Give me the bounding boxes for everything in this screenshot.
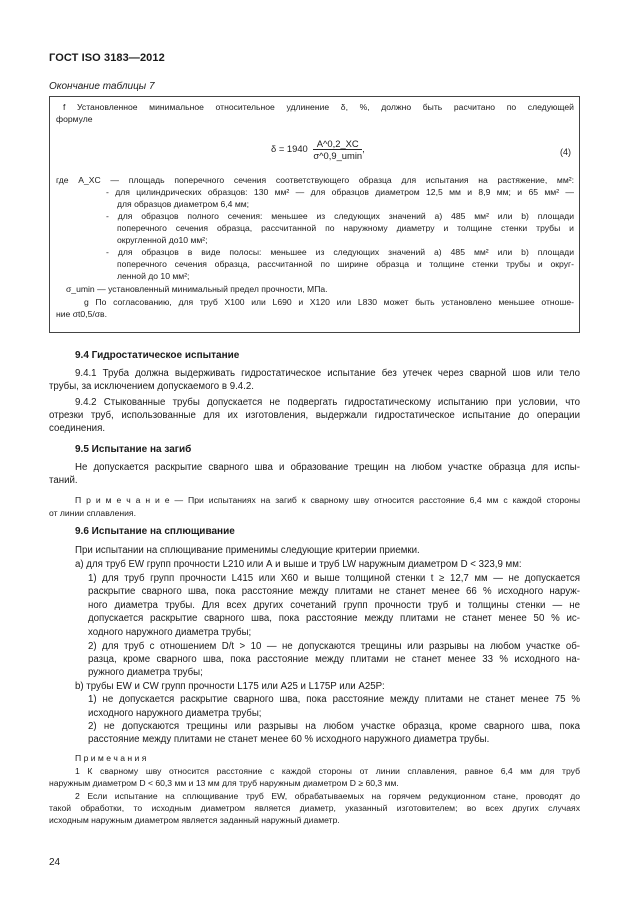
body-line: ружного диаметра трубы; [88, 667, 203, 678]
body-line: 1) для труб групп прочности L415 или Х60 и выше толщиной стенки t ≥ 12,7 мм — не допускается [88, 573, 580, 584]
footnote-line: формуле [56, 114, 93, 124]
body-line: допускается раскрытие сварного шва, пока расстояние между плитами не станет менее 50 % ис- [88, 613, 580, 624]
note-line: 2 Если испытание на сплющивание труб EW, обрабатываемых на горячем редукционном стане, проводят до [75, 791, 580, 801]
standard-title: ГОСТ ISO 3183—2012 [49, 52, 165, 64]
footnote-line: ленной до 10 мм²; [117, 271, 190, 281]
note-line: 1 К сварному шву относится расстояние с каждой стороны от линии сплавления, равное 6,4 мм для труб [75, 766, 580, 776]
footnote-line: f Установленное минимальное относительное удлинение δ, %, должно быть расчитано по следующей [63, 102, 574, 112]
body-line: 9.4.1 Труба должна выдерживать гидростатическое испытание без утечек через сварной шов или тело [75, 368, 580, 379]
page-number: 24 [49, 857, 61, 868]
body-line: 2) для труб с отношением D/t > 10 — не допускаются трещины или разрывы на любом участке об- [88, 641, 580, 652]
body-line: 2) не допускаются трещины или разрывы на любом участке образца, кроме сварного шва, пока [88, 721, 580, 732]
section-heading-9-6: 9.6 Испытание на сплющивание [75, 526, 235, 537]
body-line: При испытании на сплющивание применимы следующие критерии приемки. [75, 545, 420, 556]
formula-lhs: δ = 1940 [271, 142, 308, 154]
body-line: исходного наружного диаметра трубы; [88, 708, 262, 719]
body-line: таний. [49, 475, 78, 486]
note-line: исходным наружным диаметром является заданный наружный диаметр. [49, 815, 340, 825]
footnote-line: поперечного сечения образца, рассчитанной по наружному диаметру и толщине стенки трубы и [117, 223, 574, 233]
body-line: разца, кроме сварного шва, пока расстояние между плитами не станет менее 33 % исходного на- [88, 654, 580, 665]
formula-4 [271, 138, 365, 161]
footnote-line: - для цилиндрических образцов: 130 мм² — для образцов диаметром 12,5 мм и 8,9 мм; и 65 мм² — [106, 187, 574, 197]
footnote-line: поперечного сечения образца, рассчитанной по ширине образца и толщине стенки трубы и округ- [117, 259, 574, 269]
footnote-line: - для образцов полного сечения: меньшее из следующих значений а) 485 мм² или b) площади [106, 211, 574, 221]
footnote-line: g По согласованию, для труб Х100 или L690 и Х120 или L830 может быть установлено меньшее отноше- [84, 297, 574, 307]
footnote-line: σ_umin — установленный минимальный предел прочности, МПа. [66, 284, 328, 294]
body-line: Не допускается раскрытие сварного шва и образование трещин на любом участке образца для испы- [75, 462, 580, 473]
formula-fraction [313, 138, 362, 161]
body-line: a) для труб EW групп прочности L210 или А и выше и труб LW наружным диаметром D < 323,9 мм: [75, 559, 522, 570]
body-line: соединения. [49, 423, 106, 434]
body-line: трубы, за исключением допускаемого в 9.4.2. [49, 381, 254, 392]
body-line: 1) не допускается раскрытие сварного шва, пока расстояние между плитами не станет менее 75 % [88, 694, 580, 705]
formula-denominator: σ^0,9_umin [313, 150, 363, 161]
body-line: отрезки труб, использованные для их изготовления, выдержали гидростатическое испытание до операции [49, 410, 580, 421]
formula-tail: , [362, 142, 365, 154]
footnote-line: округленной до10 мм²; [117, 235, 208, 245]
section-heading-9-4: 9.4 Гидростатическое испытание [75, 350, 240, 361]
note-line: наружным диаметром D < 60,3 мм и 13 мм для труб наружным диаметром D ≥ 60,3 мм. [49, 778, 399, 788]
body-line: ного диаметра трубы. Для всех других сочетаний групп прочности труб и толщины стенки — не [88, 600, 580, 611]
footnote-line: где A_XC — площадь поперечного сечения соответствующего образца для испытания на растяжение, мм²: [56, 175, 574, 185]
body-line: расстояние между плитами не станет менее 60 % исходного наружного диаметра трубы. [88, 734, 490, 745]
section-heading-9-5: 9.5 Испытание на загиб [75, 444, 192, 455]
body-line: 9.4.2 Стыкованные трубы допускается не подвергать гидростатическому испытанию при условии, что [75, 397, 580, 408]
equation-number: (4) [560, 147, 571, 157]
body-line: b) трубы EW и CW групп прочности L175 или А25 и L175P или А25P: [75, 681, 385, 692]
formula-numerator: A^0,2_XC [313, 138, 362, 150]
footnote-line: ние σt0,5/σв. [56, 309, 107, 319]
note-line: такой обработки, то исходным диаметром является диаметр, указанный изготовителем; во всех других случаях [49, 803, 580, 813]
footnote-line: для образцов диаметром 6,4 мм; [117, 199, 250, 209]
table-continuation: Окончание таблицы 7 [49, 81, 155, 92]
note-line: от линии сплавления. [49, 508, 136, 518]
note-line: П р и м е ч а н и е — При испытаниях на загиб к сварному шву относится расстояние 6,4 мм с каждой стороны [75, 495, 580, 505]
footnote-line: - для образцов в виде полосы: меньшее из следующих значений а) 485 мм² или b) площади [106, 247, 574, 257]
body-line: ходного наружного диаметра трубы; [88, 627, 252, 638]
notes-heading: П р и м е ч а н и я [75, 753, 147, 763]
body-line: раскрытие сварного шва, пока расстояние между плитами не станет менее 66 % исходного наруж- [88, 586, 580, 597]
